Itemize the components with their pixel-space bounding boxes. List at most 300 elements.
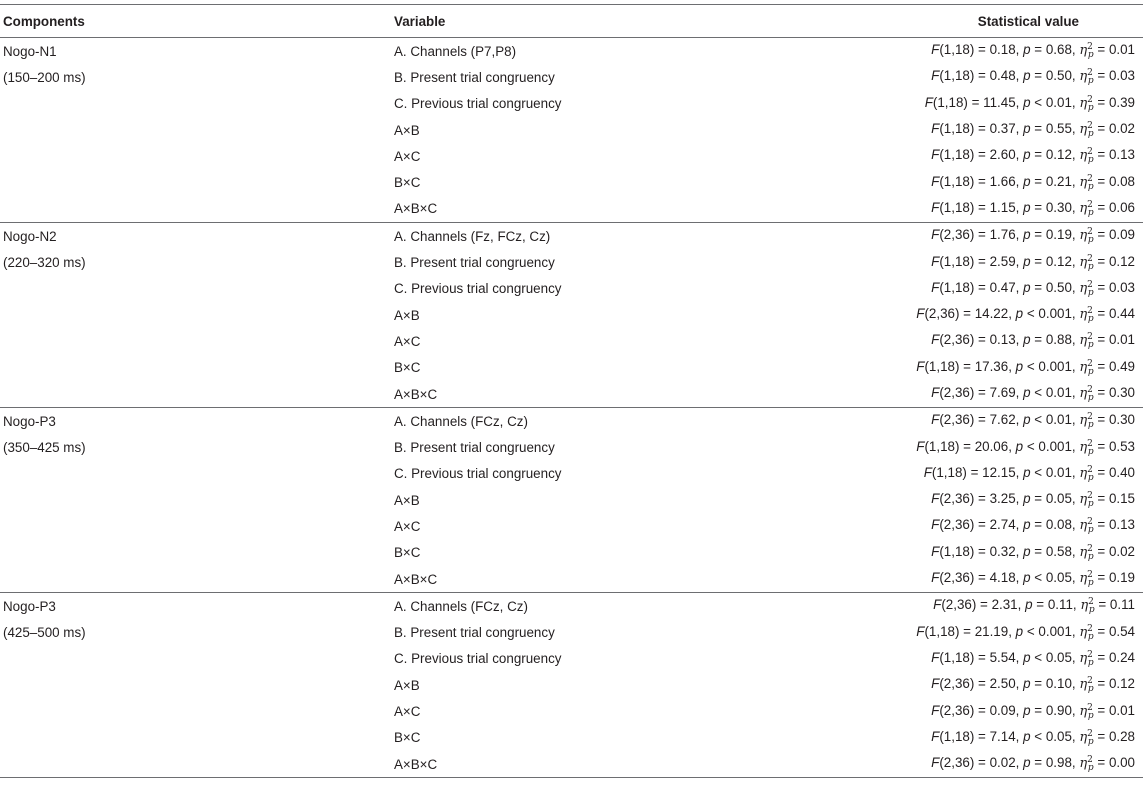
variable-cell: A×C (394, 148, 421, 164)
table-row (0, 408, 1143, 435)
f-symbol: F (916, 358, 925, 374)
p-value: 0.001 (1038, 438, 1072, 454)
p-value: 0.21 (1045, 173, 1072, 189)
component-window: (220–320 ms) (3, 255, 86, 271)
p-symbol: p (1015, 306, 1024, 322)
eta-value: 0.09 (1108, 227, 1135, 243)
degrees-of-freedom: (1,18) (939, 543, 975, 559)
variable-cell: A. Channels (Fz, FCz, Cz) (394, 223, 794, 250)
f-value: 2.60 (989, 147, 1016, 163)
statistical-value-cell: F(2,36) = 3.25, p = 0.05, $\eta^2_p = 0.15$ (931, 491, 1135, 510)
degrees-of-freedom: (1,18) (931, 464, 967, 480)
component-cell (0, 328, 394, 354)
f-value: 0.02 (989, 755, 1016, 771)
component-name: Nogo-P3 (0, 593, 394, 620)
component-cell (0, 169, 394, 195)
component-cell (0, 725, 394, 751)
variable-cell: B×C (394, 175, 421, 191)
statistical-value-cell: F(1,18) = 1.15, p = 0.30, $\eta^2_p = 0.06$ (794, 196, 1143, 223)
partial-eta-squared-symbol: $\eta^2_p$ (1079, 570, 1094, 589)
f-value: 3.25 (989, 491, 1016, 507)
p-value: 0.50 (1045, 68, 1072, 84)
f-value: 1.66 (989, 173, 1016, 189)
degrees-of-freedom: (1,18) (924, 623, 960, 639)
variable-cell: C. Previous trial congruency (394, 96, 562, 112)
p-operator: < (1034, 649, 1043, 665)
p-symbol: p (1015, 438, 1024, 454)
statistical-value-cell: F(2,36) = 0.13, p = 0.88, $\eta^2_p = 0.01$ (931, 332, 1135, 351)
partial-eta-squared-symbol: $\eta^2_p$ (1079, 227, 1094, 246)
p-symbol: p (1023, 199, 1031, 215)
f-symbol: F (931, 385, 940, 400)
component-cell (0, 540, 394, 566)
p-operator: = (1034, 199, 1043, 215)
statistical-value-cell: F(1,18) = 0.48, p = 0.50, $\eta^2_p = 0.03$ (931, 68, 1135, 87)
statistical-value-cell: F(1,18) = 0.37, p = 0.55, $\eta^2_p = 0.02$ (931, 121, 1135, 140)
p-operator: < (1034, 94, 1043, 110)
degrees-of-freedom: (2,36) (939, 227, 975, 243)
partial-eta-squared-symbol: $\eta^2_p$ (1079, 332, 1094, 351)
statistical-value-cell: F(1,18) = 7.14, p < 0.05, $\eta^2_p = 0.28$ (931, 728, 1135, 747)
component-cell (0, 381, 394, 408)
variable-cell: A×B (394, 677, 420, 693)
p-operator: = (1034, 702, 1043, 718)
p-value: 0.05 (1045, 491, 1072, 507)
table-row (0, 751, 1143, 778)
statistical-value-cell: F(1,18) = 1.66, p = 0.21, $\eta^2_p = 0.08$ (931, 173, 1135, 192)
statistical-value-cell: F(1,18) = 2.60, p = 0.12, $\eta^2_p = 0.13$ (931, 147, 1135, 166)
p-symbol: p (1023, 68, 1031, 84)
eta-value: 0.44 (1108, 306, 1135, 322)
degrees-of-freedom: (1,18) (939, 121, 975, 137)
table-row (0, 672, 1143, 698)
component-cell (0, 513, 394, 539)
f-symbol: F (931, 543, 940, 559)
variable-cell: A×B (394, 122, 420, 138)
component-cell (0, 646, 394, 672)
table-body (0, 38, 1143, 778)
statistical-value-cell: F(2,36) = 14.22, p < 0.001, $\eta^2_p = 0.44$ (916, 306, 1135, 325)
p-operator: = (1036, 597, 1045, 613)
component-cell (0, 302, 394, 328)
f-symbol: F (931, 68, 940, 84)
p-value: 0.01 (1045, 385, 1072, 400)
f-symbol: F (931, 491, 940, 507)
table-row (0, 698, 1143, 724)
degrees-of-freedom: (1,18) (939, 173, 975, 189)
f-value: 2.31 (991, 597, 1018, 613)
p-operator: < (1034, 570, 1043, 586)
header-statistical-value: Statistical value (794, 5, 1143, 38)
variable-cell: B×C (394, 545, 421, 561)
p-operator: = (1034, 755, 1043, 771)
variable-cell: B×C (394, 730, 421, 746)
table-row (0, 646, 1143, 672)
component-cell (0, 461, 394, 487)
f-value: 2.74 (989, 517, 1016, 533)
statistical-value-cell: F(1,18) = 21.19, p < 0.001, $\eta^2_p = 0.54$ (916, 623, 1135, 642)
f-symbol: F (916, 306, 925, 322)
partial-eta-squared-symbol: $\eta^2_p$ (1079, 755, 1094, 774)
table-row (0, 620, 1143, 646)
table-row (0, 355, 1143, 381)
p-symbol: p (1023, 649, 1031, 665)
f-symbol: F (923, 464, 932, 480)
component-name: Nogo-N1 (0, 38, 394, 65)
statistical-value-cell: F(1,18) = 0.18, p = 0.68, $\eta^2_p = 0.01$ (794, 38, 1143, 65)
f-value: 0.09 (989, 702, 1016, 718)
partial-eta-squared-symbol: $\eta^2_p$ (1079, 438, 1094, 457)
p-symbol: p (1023, 279, 1031, 295)
degrees-of-freedom: (2,36) (939, 755, 975, 771)
table-row (0, 725, 1143, 751)
f-value: 4.18 (989, 570, 1016, 586)
f-symbol: F (931, 676, 940, 692)
statistical-value-cell: F(2,36) = 7.62, p < 0.01, $\eta^2_p = 0.30$ (794, 408, 1143, 435)
p-value: 0.08 (1045, 517, 1072, 533)
p-value: 0.10 (1045, 676, 1072, 692)
eta-value: 0.12 (1108, 253, 1135, 269)
table-row (0, 434, 1143, 460)
partial-eta-squared-symbol: $\eta^2_p$ (1079, 676, 1094, 695)
p-operator: = (1034, 517, 1043, 533)
table-row (0, 249, 1143, 275)
f-value: 11.45 (983, 94, 1016, 110)
p-symbol: p (1023, 94, 1031, 110)
table-row (0, 593, 1143, 620)
p-symbol: p (1023, 227, 1031, 243)
degrees-of-freedom: (1,18) (939, 42, 975, 58)
p-symbol: p (1023, 570, 1031, 586)
variable-cell: A×C (394, 704, 421, 720)
table-row (0, 38, 1143, 65)
partial-eta-squared-symbol: $\eta^2_p$ (1079, 464, 1094, 483)
f-value: 0.48 (989, 68, 1016, 84)
table-row (0, 169, 1143, 195)
component-window: (150–200 ms) (3, 69, 86, 85)
partial-eta-squared-symbol: $\eta^2_p$ (1079, 279, 1094, 298)
eta-value: 0.12 (1108, 676, 1135, 692)
p-symbol: p (1015, 623, 1024, 639)
f-symbol: F (931, 517, 940, 533)
eta-value: 0.19 (1108, 570, 1135, 586)
p-operator: < (1034, 728, 1043, 744)
eta-value: 0.03 (1108, 279, 1135, 295)
partial-eta-squared-symbol: $\eta^2_p$ (1079, 199, 1094, 218)
f-value: 2.59 (989, 253, 1016, 269)
partial-eta-squared-symbol: $\eta^2_p$ (1079, 68, 1094, 87)
table-row (0, 566, 1143, 593)
degrees-of-freedom: (1,18) (939, 649, 975, 665)
p-value: 0.88 (1045, 332, 1072, 348)
statistical-value-cell: F(2,36) = 1.76, p = 0.19, $\eta^2_p = 0.09$ (794, 223, 1143, 250)
p-operator: < (1034, 385, 1043, 400)
p-symbol: p (1023, 491, 1031, 507)
degrees-of-freedom: (2,36) (939, 517, 975, 533)
p-symbol: p (1023, 121, 1031, 137)
table-row (0, 381, 1143, 408)
eta-value: 0.15 (1108, 491, 1135, 507)
p-operator: = (1034, 147, 1043, 163)
f-symbol: F (931, 253, 940, 269)
f-value: 7.62 (989, 412, 1016, 428)
f-value: 0.13 (989, 332, 1016, 348)
p-value: 0.50 (1045, 279, 1072, 295)
header-components: Components (0, 5, 394, 38)
degrees-of-freedom: (1,18) (939, 728, 975, 744)
p-operator: = (1034, 173, 1043, 189)
f-value: 0.37 (989, 121, 1016, 137)
p-symbol: p (1023, 42, 1031, 58)
statistical-value-cell: F(1,18) = 0.47, p = 0.50, $\eta^2_p = 0.03$ (931, 279, 1135, 298)
table-row (0, 64, 1143, 90)
statistical-value-cell: F(2,36) = 2.50, p = 0.10, $\eta^2_p = 0.12$ (931, 676, 1135, 695)
eta-value: 0.28 (1108, 728, 1135, 744)
degrees-of-freedom: (2,36) (939, 332, 975, 348)
statistical-value-cell: F(2,36) = 2.31, p = 0.11, $\eta^2_p = 0.11$ (794, 593, 1143, 620)
p-value: 0.55 (1045, 121, 1072, 137)
table-row (0, 513, 1143, 539)
f-value: 1.15 (989, 199, 1016, 215)
f-symbol: F (931, 173, 940, 189)
statistical-value-cell: F(2,36) = 0.09, p = 0.90, $\eta^2_p = 0.01$ (931, 702, 1135, 721)
p-symbol: p (1023, 385, 1031, 400)
eta-value: 0.11 (1109, 597, 1135, 613)
p-operator: < (1034, 412, 1043, 428)
p-value: 0.12 (1045, 253, 1072, 269)
variable-cell: A×B×C (394, 751, 794, 778)
f-value: 17.36 (974, 358, 1009, 374)
header-row (0, 5, 1143, 38)
statistical-value-cell: F(1,18) = 11.45, p < 0.01, $\eta^2_p = 0.39$ (924, 94, 1135, 113)
f-value: 12.15 (982, 464, 1016, 480)
partial-eta-squared-symbol: $\eta^2_p$ (1079, 385, 1094, 403)
eta-value: 0.01 (1108, 42, 1135, 58)
p-operator: = (1034, 42, 1043, 58)
f-symbol: F (931, 279, 940, 295)
partial-eta-squared-symbol: $\eta^2_p$ (1079, 649, 1094, 668)
eta-value: 0.40 (1108, 464, 1135, 480)
component-cell (0, 751, 394, 778)
eta-value: 0.03 (1108, 68, 1135, 84)
partial-eta-squared-symbol: $\eta^2_p$ (1079, 543, 1094, 562)
eta-value: 0.49 (1108, 358, 1135, 374)
eta-value: 0.02 (1108, 121, 1135, 137)
degrees-of-freedom: (1,18) (939, 253, 975, 269)
eta-value: 0.00 (1108, 755, 1135, 771)
variable-cell: A×B (394, 492, 420, 508)
statistical-value-cell: F(2,36) = 2.74, p = 0.08, $\eta^2_p = 0.13$ (931, 517, 1135, 536)
component-cell (0, 566, 394, 593)
variable-cell: B. Present trial congruency (394, 625, 555, 641)
partial-eta-squared-symbol: $\eta^2_p$ (1079, 147, 1094, 166)
eta-value: 0.01 (1108, 702, 1135, 718)
p-value: 0.58 (1045, 543, 1072, 559)
p-value: 0.05 (1045, 649, 1072, 665)
partial-eta-squared-symbol: $\eta^2_p$ (1079, 412, 1094, 431)
variable-cell: A×B×C (394, 566, 794, 593)
variable-cell: A×B (394, 307, 420, 323)
table-row (0, 143, 1143, 169)
eta-value: 0.01 (1108, 332, 1135, 348)
eta-value: 0.54 (1108, 623, 1135, 639)
f-symbol: F (931, 570, 940, 586)
p-symbol: p (1023, 755, 1031, 771)
p-operator: = (1034, 543, 1043, 559)
partial-eta-squared-symbol: $\eta^2_p$ (1080, 597, 1095, 616)
p-value: 0.30 (1045, 199, 1072, 215)
partial-eta-squared-symbol: $\eta^2_p$ (1079, 94, 1094, 113)
partial-eta-squared-symbol: $\eta^2_p$ (1079, 728, 1094, 747)
degrees-of-freedom: (1,18) (924, 438, 960, 454)
f-symbol: F (931, 755, 940, 771)
f-symbol: F (931, 121, 940, 137)
table-row (0, 196, 1143, 223)
variable-cell: A. Channels (P7,P8) (394, 38, 794, 65)
table-row (0, 328, 1143, 354)
p-operator: = (1034, 491, 1043, 507)
component-name: Nogo-P3 (0, 408, 394, 435)
p-symbol: p (1023, 253, 1031, 269)
p-symbol: p (1023, 702, 1031, 718)
f-symbol: F (931, 649, 940, 665)
degrees-of-freedom: (2,36) (939, 702, 975, 718)
partial-eta-squared-symbol: $\eta^2_p$ (1079, 253, 1094, 272)
p-value: 0.01 (1045, 464, 1072, 480)
component-cell (0, 196, 394, 223)
partial-eta-squared-symbol: $\eta^2_p$ (1079, 358, 1094, 377)
p-operator: < (1026, 358, 1035, 374)
p-value: 0.12 (1045, 147, 1072, 163)
variable-cell: A×B×C (394, 196, 794, 223)
eta-value: 0.24 (1108, 649, 1135, 665)
f-symbol: F (924, 94, 933, 110)
f-symbol: F (916, 438, 925, 454)
p-operator: < (1026, 306, 1035, 322)
p-symbol: p (1025, 597, 1033, 613)
eta-value: 0.53 (1108, 438, 1135, 454)
p-symbol: p (1023, 412, 1031, 428)
p-symbol: p (1023, 332, 1031, 348)
partial-eta-squared-symbol: $\eta^2_p$ (1079, 121, 1094, 140)
p-symbol: p (1023, 728, 1031, 744)
p-operator: = (1034, 68, 1043, 84)
component-cell (0, 91, 394, 117)
f-value: 7.69 (989, 385, 1016, 400)
eta-value: 0.39 (1108, 94, 1135, 110)
statistics-table (0, 4, 1143, 778)
component-cell (0, 117, 394, 143)
eta-value: 0.13 (1108, 517, 1135, 533)
f-value: 0.47 (989, 279, 1016, 295)
f-value: 2.50 (989, 676, 1016, 692)
statistical-value-cell: F(1,18) = 0.32, p = 0.58, $\eta^2_p = 0.02$ (931, 543, 1135, 562)
degrees-of-freedom: (2,36) (939, 385, 975, 400)
f-value: 7.14 (989, 728, 1016, 744)
f-symbol: F (931, 199, 940, 215)
f-symbol: F (931, 227, 940, 243)
p-operator: = (1034, 253, 1043, 269)
p-symbol: p (1023, 147, 1031, 163)
statistical-value-cell: F(1,18) = 17.36, p < 0.001, $\eta^2_p = 0.49$ (916, 358, 1135, 377)
p-value: 0.90 (1045, 702, 1072, 718)
variable-cell: A×B×C (394, 381, 794, 408)
table-row (0, 276, 1143, 302)
variable-cell: A×C (394, 333, 421, 349)
eta-value: 0.06 (1108, 199, 1135, 215)
statistical-value-cell: F(1,18) = 2.59, p = 0.12, $\eta^2_p = 0.12$ (931, 253, 1135, 272)
f-symbol: F (933, 597, 942, 613)
p-operator: = (1034, 676, 1043, 692)
eta-value: 0.13 (1108, 147, 1135, 163)
statistical-value-cell: F(1,18) = 20.06, p < 0.001, $\eta^2_p = 0.53$ (916, 438, 1135, 457)
table-row (0, 487, 1143, 513)
p-symbol: p (1023, 543, 1031, 559)
table-row (0, 302, 1143, 328)
component-cell (0, 672, 394, 698)
degrees-of-freedom: (1,18) (939, 199, 975, 215)
degrees-of-freedom: (2,36) (939, 676, 975, 692)
p-value: 0.001 (1038, 623, 1072, 639)
component-window: (425–500 ms) (3, 625, 86, 641)
f-symbol: F (931, 728, 940, 744)
p-value: 0.01 (1045, 412, 1072, 428)
degrees-of-freedom: (1,18) (939, 279, 975, 295)
component-cell (0, 276, 394, 302)
p-symbol: p (1023, 173, 1031, 189)
degrees-of-freedom: (1,18) (924, 358, 960, 374)
statistical-value-cell: F(1,18) = 12.15, p < 0.01, $\eta^2_p = 0.40$ (923, 464, 1135, 483)
variable-cell: C. Previous trial congruency (394, 651, 562, 667)
statistical-value-cell: F(2,36) = 7.69, p < 0.01, $\eta^2_p = 0.30$ (794, 381, 1143, 408)
p-symbol: p (1023, 464, 1031, 480)
p-operator: = (1034, 227, 1043, 243)
p-symbol: p (1023, 517, 1031, 533)
variable-cell: C. Previous trial congruency (394, 466, 562, 482)
p-symbol: p (1023, 676, 1031, 692)
eta-value: 0.30 (1108, 412, 1135, 428)
component-cell (0, 698, 394, 724)
p-value: 0.05 (1045, 570, 1072, 586)
degrees-of-freedom: (2,36) (939, 570, 975, 586)
f-symbol: F (931, 412, 940, 428)
f-value: 21.19 (974, 623, 1009, 639)
table-row (0, 117, 1143, 143)
f-symbol: F (916, 623, 925, 639)
eta-value: 0.02 (1108, 543, 1135, 559)
p-value: 0.19 (1045, 227, 1072, 243)
variable-cell: B×C (394, 360, 421, 376)
p-operator: < (1026, 623, 1035, 639)
f-value: 1.76 (989, 227, 1016, 243)
p-operator: < (1026, 438, 1035, 454)
statistical-value-cell: F(1,18) = 5.54, p < 0.05, $\eta^2_p = 0.24$ (931, 649, 1135, 668)
degrees-of-freedom: (2,36) (924, 306, 960, 322)
f-symbol: F (931, 147, 940, 163)
f-value: 14.22 (974, 306, 1009, 322)
component-cell (0, 143, 394, 169)
p-operator: = (1034, 279, 1043, 295)
degrees-of-freedom: (2,36) (939, 412, 975, 428)
f-value: 20.06 (974, 438, 1009, 454)
p-value: 0.001 (1038, 358, 1072, 374)
component-cell (0, 355, 394, 381)
p-symbol: p (1015, 358, 1024, 374)
variable-cell: B. Present trial congruency (394, 440, 555, 456)
f-value: 0.32 (989, 543, 1016, 559)
partial-eta-squared-symbol: $\eta^2_p$ (1079, 623, 1094, 642)
variable-cell: B. Present trial congruency (394, 69, 555, 85)
